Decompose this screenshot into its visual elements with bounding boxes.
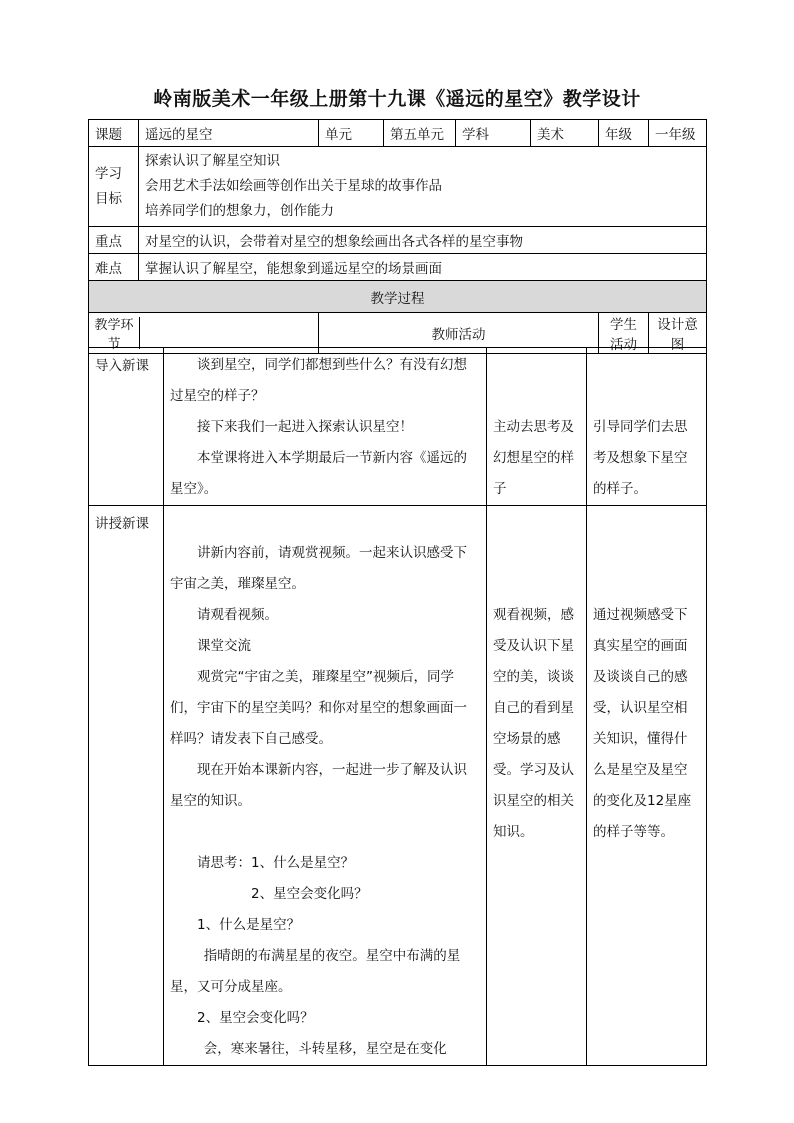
header-stage: 教学环节 [89,313,319,354]
page-title: 岭南版美术一年级上册第十九课《遥远的星空》教学设计 [153,88,641,110]
key-point-label: 重点 [89,227,139,254]
difficulty-value: 掌握认识了解星空，能想象到遥远星空的场景画面 [139,254,707,281]
difficulty-row [89,254,707,281]
header-student: 学生活动 [599,313,649,354]
goal-item: 探索认识了解星空知识 [145,153,280,169]
lesson-plan-table [88,119,707,354]
unit-label: 单元 [319,120,384,147]
goals-row [89,147,707,227]
intro-row [89,348,707,506]
intro-intent: 引导同学们去思考及想象下星空的样子。 [587,348,707,506]
subject-value: 美术 [531,120,599,147]
course-value: 遥远的星空 [139,120,319,147]
new-row [89,506,707,1066]
unit-value: 第五单元 [384,120,456,147]
header-teacher: 教师活动 [319,313,599,354]
header-intent: 设计意图 [649,313,707,354]
grade-value: 一年级 [649,120,707,147]
info-row [89,120,707,147]
key-point-row [89,227,707,254]
intro-teacher: 谈到星空，同学们都想到些什么？有没有幻想过星空的样子？ 接下来我们一起进入探索认识星空！ 本堂课将进入本学期最后一节新内容《遥远的星空》。 [164,348,487,506]
process-heading: 教学过程 [89,281,707,313]
new-teacher: 讲新内容前，请观赏视频。一起来认识感受下宇宙之美，璀璨星空。 请观看视频。 课堂交流 观赏完“宇宙之美，璀璨星空”视频后，同学们，宇宙下的星空美吗？和你对星空的想象画面一样吗？请发表下自己感受。 现在开始本课新内容，一起进一步了解及认识星空的知识。 请思考：1、什么是星空？ 2、星空会变化吗？ 1、什么是星空？ 指晴朗的布满星星的夜空。星空中布满的星星，又可分成星座。 2、星空会变化吗？ 会，寒来暑往，斗转星移，星空是在变化 [164,506,487,1066]
difficulty-label: 难点 [89,254,139,281]
process-heading-row [89,281,707,313]
new-intent: 通过视频感受下真实星空的画面及谈谈自己的感受，认识星空相关知识，懂得什么是星空及星空的变化及12星座的样子等等。 [587,506,707,1066]
new-student: 观看视频，感受及认识下星空的美，谈谈自己的看到星空场景的感受。学习及认识星空的相关知识。 [487,506,587,1066]
goal-item: 会用艺术手法如绘画等创作出关于星球的故事作品 [145,178,442,194]
course-label: 课题 [89,120,139,147]
intro-stage: 导入新课 [89,348,164,506]
goals-list [139,147,707,227]
new-stage: 讲授新课 [89,506,164,1066]
intro-student: 主动去思考及幻想星空的样子 [487,348,587,506]
goals-label: 学习 目标 [89,147,139,227]
goal-item: 培养同学们的想象力，创作能力 [145,203,334,219]
grade-label: 年级 [599,120,649,147]
subject-label: 学科 [456,120,531,147]
key-point-value: 对星空的认识，会带着对星空的想象绘画出各式各样的星空事物 [139,227,707,254]
process-table [88,347,707,1066]
